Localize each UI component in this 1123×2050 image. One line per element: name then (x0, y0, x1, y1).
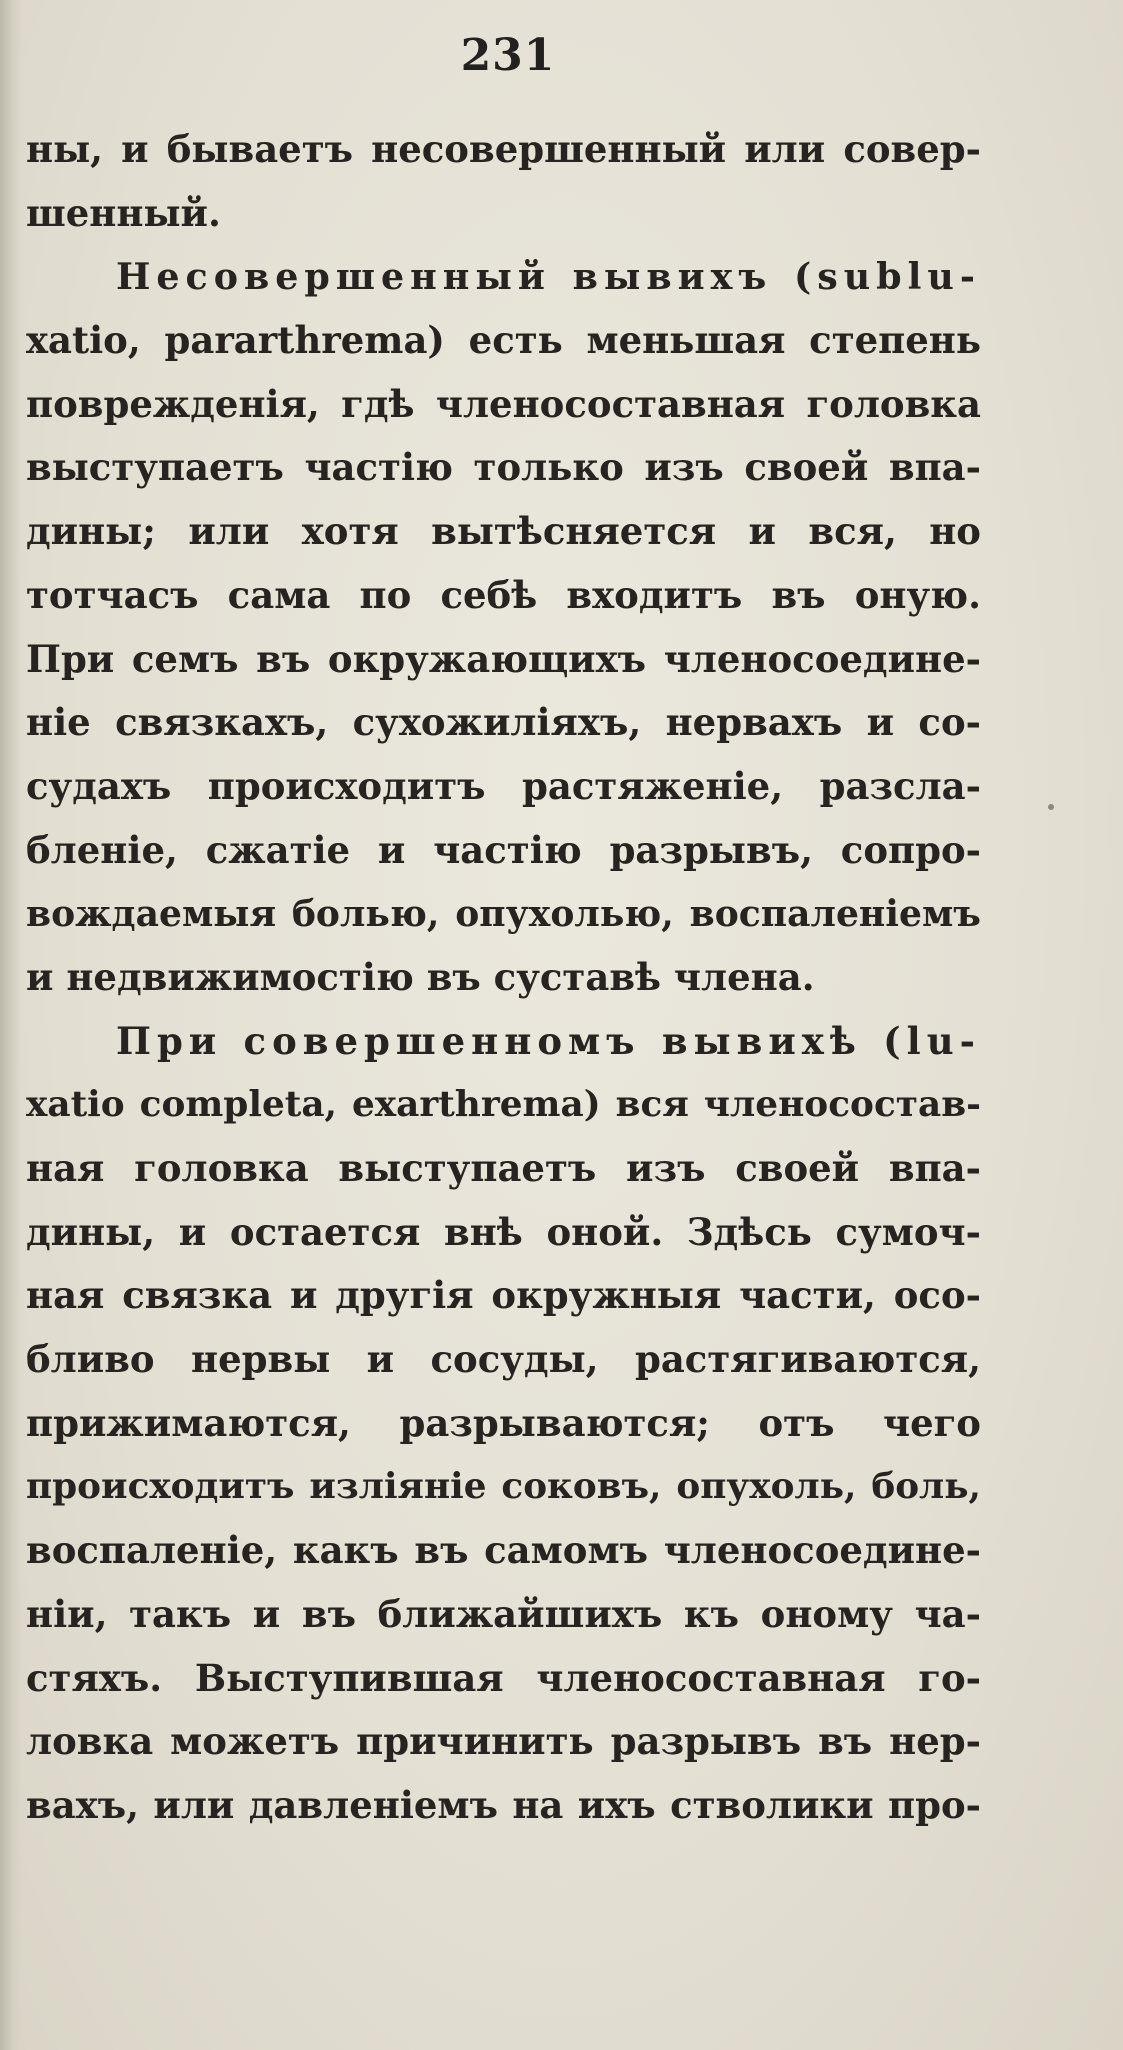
text-line: поврежденія, гдѣ членосоставная головка (26, 381, 981, 426)
text-line: ловка можетъ причинить разрывъ въ нер- (26, 1719, 981, 1764)
text-line: выступаетъ частію только изъ своей впа- (26, 445, 981, 490)
text-line: прижимаются, разрываются; отъ чего (26, 1400, 981, 1445)
page-number: 231 (460, 30, 556, 81)
text-line: ны, и бываетъ несовершенный или совер- (26, 127, 981, 171)
text-line: При совершенномъ вывихѣ (lu- (116, 1018, 981, 1063)
paper-speck (1048, 804, 1054, 810)
text-line: стяхъ. Выступившая членосоставная го- (26, 1655, 981, 1700)
text-line: вахъ, или давленіемъ на ихъ стволики про- (26, 1782, 981, 1827)
text-line: бливо нервы и сосуды, растягиваются, (26, 1337, 981, 1382)
text-line: тотчасъ сама по себѣ входитъ въ оную. (26, 572, 981, 617)
text-line: и недвижимостію въ суставѣ члена. (26, 954, 815, 999)
text-line: бленіе, сжатіе и частію разрывъ, сопро- (26, 827, 981, 872)
text-line: вождаемыя болью, опухолью, воспаленіемъ (26, 892, 981, 936)
text-line: происходитъ изліяніе соковъ, опухоль, боль, (26, 1465, 981, 1508)
text-line: ная связка и другія окружныя части, осо- (26, 1273, 981, 1318)
text-line: Несовершенный вывихъ (sublu- (116, 255, 981, 299)
text-line: воспаленіе, какъ въ самомъ членосоедине- (26, 1528, 981, 1573)
text-line: ніе связкахъ, сухожиліяхъ, нервахъ и со- (26, 700, 981, 745)
text-line: xatio, pararthrema) есть меньшая степень (26, 318, 981, 363)
text-line: xatio completa, exarthrema) вся членосостав- (26, 1083, 981, 1126)
text-line: дины; или хотя вытѣсняется и вся, но (26, 509, 981, 554)
page-gutter-shadow (0, 0, 22, 2050)
text-line: При семъ въ окружающихъ членосоедине- (26, 636, 981, 681)
text-line: судахъ происходитъ растяженіе, разсла- (26, 763, 981, 808)
text-line: шенный. (26, 190, 221, 235)
body-text (26, 118, 981, 1838)
text-line: ная головка выступаетъ изъ своей впа- (26, 1146, 981, 1190)
text-line: дины, и остается внѣ оной. Здѣсь сумоч- (26, 1209, 981, 1254)
text-line: ніи, такъ и въ ближайшихъ къ оному ча- (26, 1591, 981, 1636)
